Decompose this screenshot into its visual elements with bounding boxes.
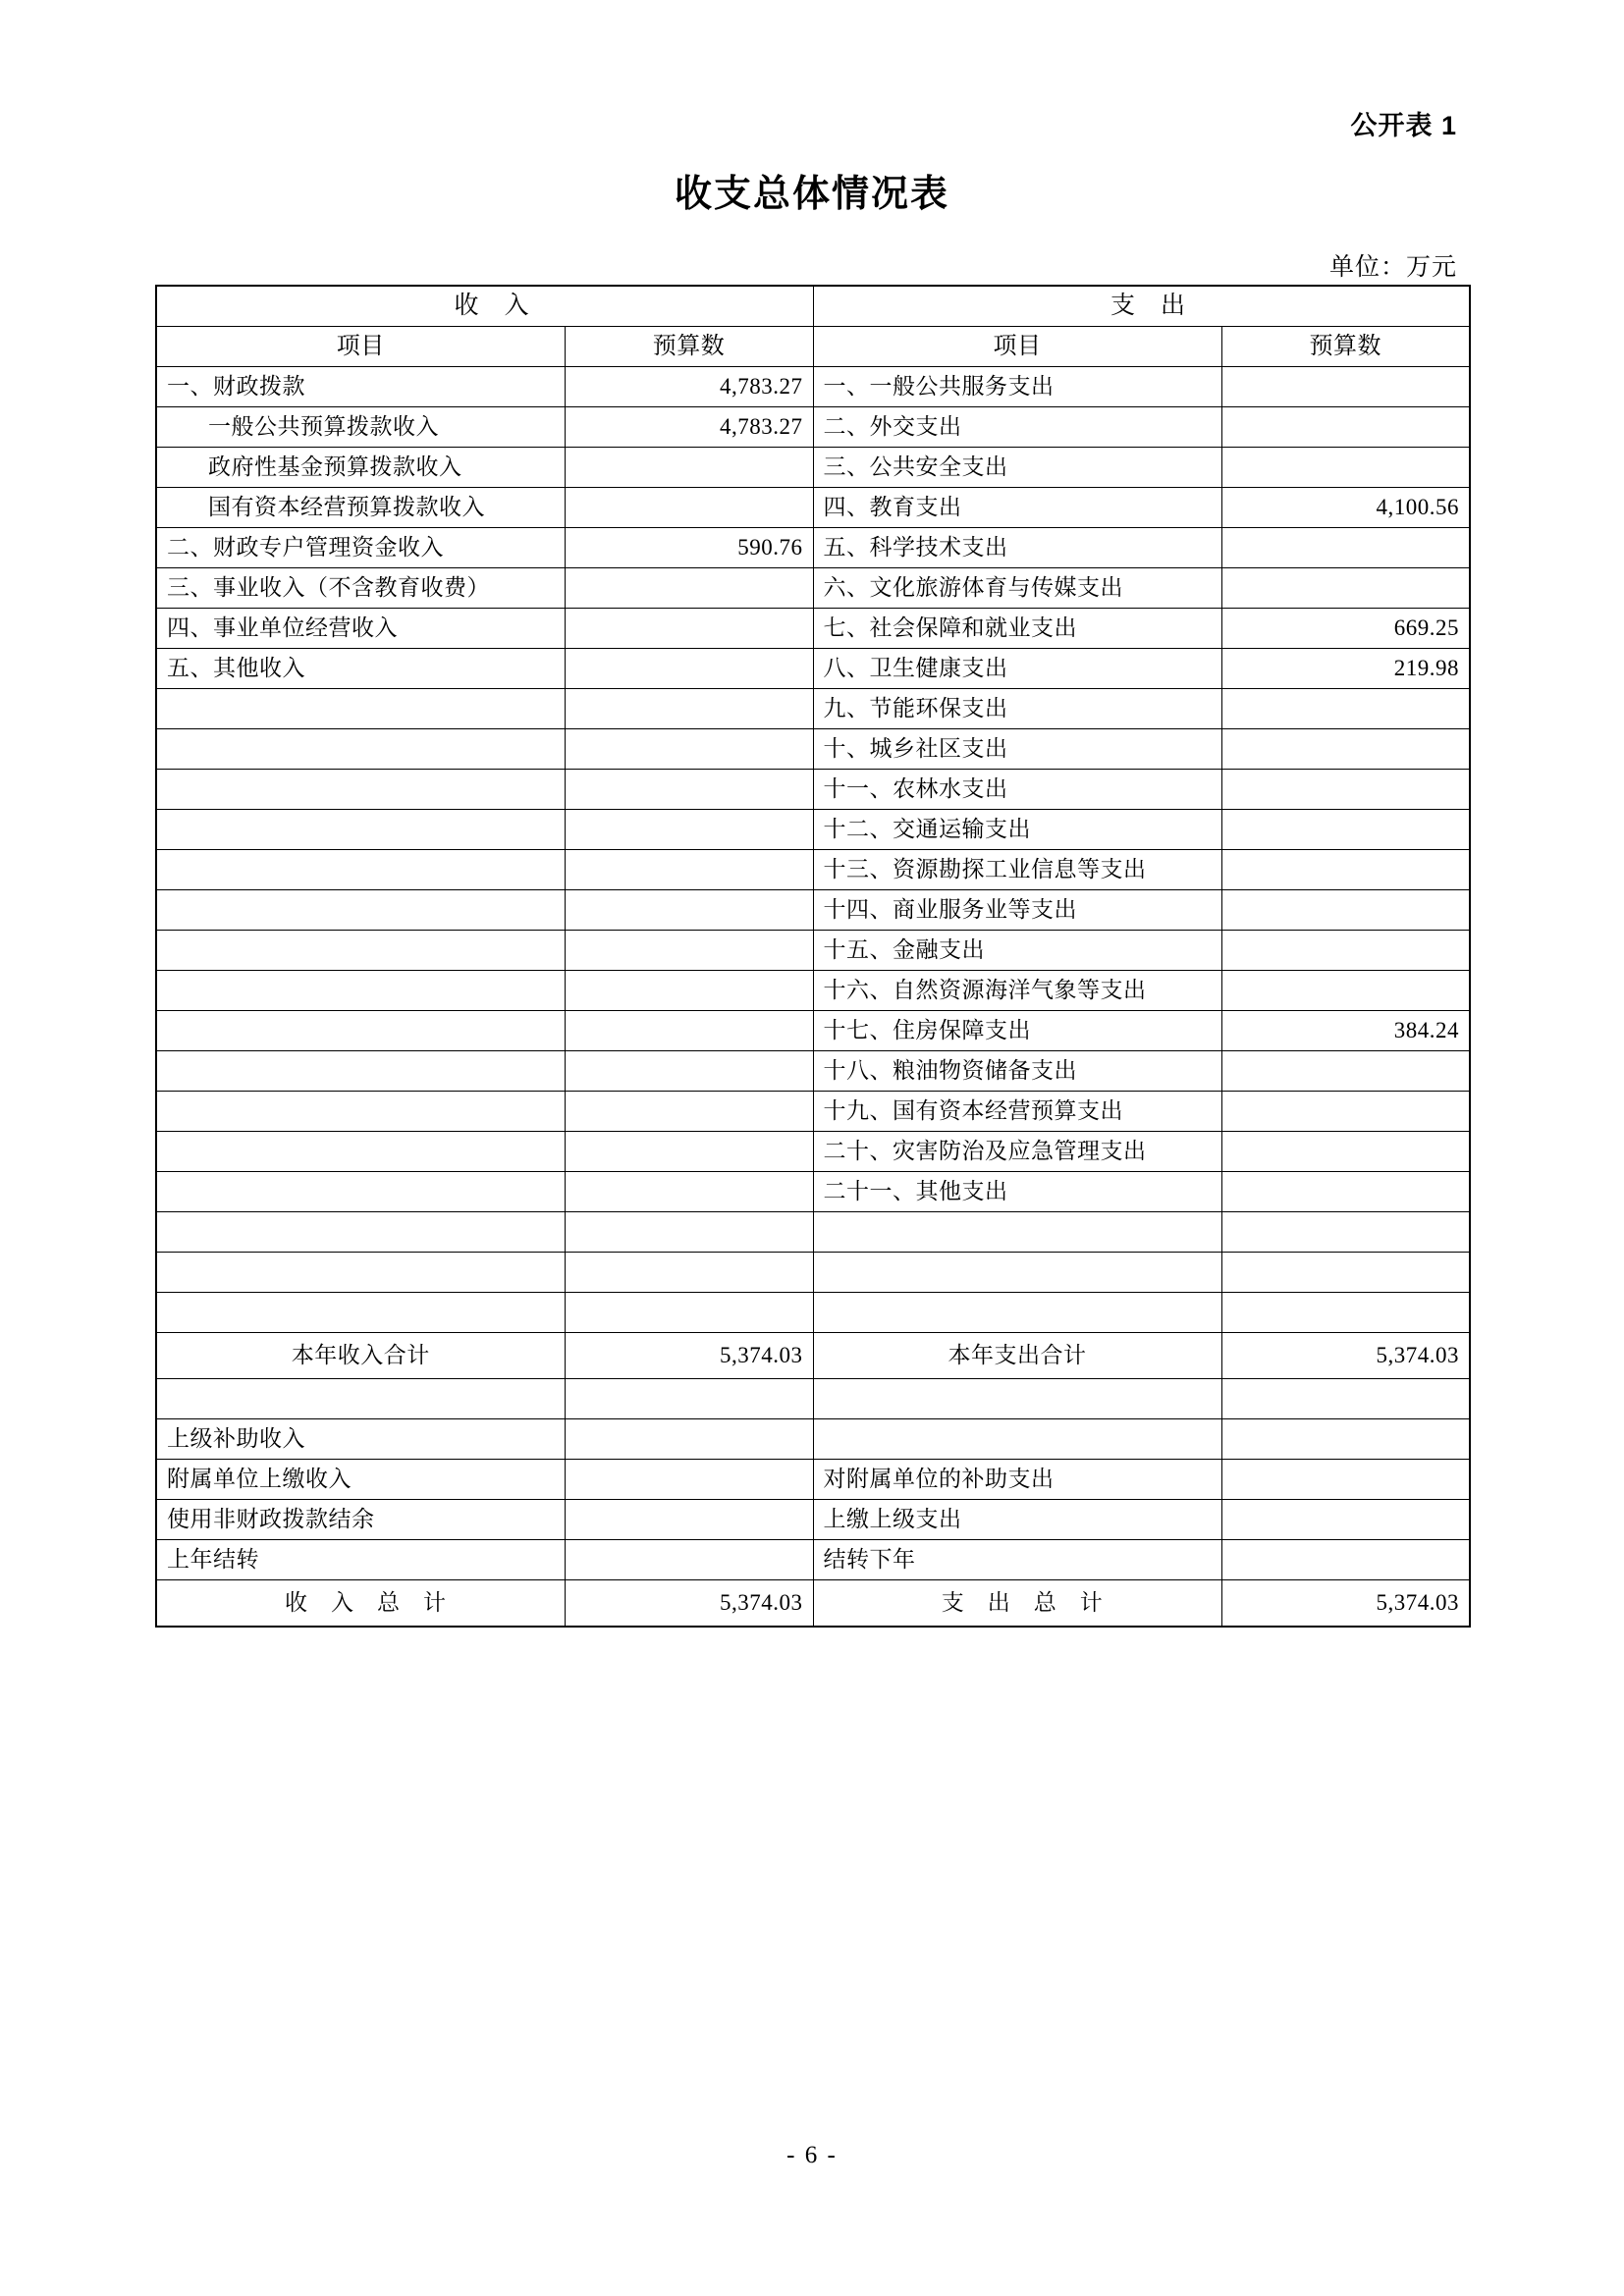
table-row [156,1500,1470,1540]
cell-income-item [156,1212,565,1253]
group-header-expenditure: 支 出 [813,286,1470,327]
cell-expenditure-budget [1221,890,1470,931]
cell-expenditure-item [813,1379,1221,1419]
table-row [156,1460,1470,1500]
table-row [156,1172,1470,1212]
table-row [156,810,1470,850]
cell-expenditure-item: 支 出 总 计 [813,1580,1221,1628]
cell-expenditure-item [813,1419,1221,1460]
table-row [156,1092,1470,1132]
cell-expenditure-item: 十九、国有资本经营预算支出 [813,1092,1221,1132]
cell-income-budget [565,931,813,971]
cell-income-budget [565,568,813,609]
table-row [156,448,1470,488]
unit-label: 单位：万元 [1328,254,1457,281]
cell-expenditure-budget: 384.24 [1221,1011,1470,1051]
table-row [156,528,1470,568]
cell-expenditure-item: 十二、交通运输支出 [813,810,1221,850]
cell-expenditure-item: 二、外交支出 [813,407,1221,448]
table-row [156,1011,1470,1051]
cell-expenditure-item: 上缴上级支出 [813,1500,1221,1540]
cell-income-item [156,971,565,1011]
column-header-expenditure-item: 项目 [813,327,1221,367]
column-header-expenditure-budget: 预算数 [1221,327,1470,367]
cell-income-item: 国有资本经营预算拨款收入 [156,488,565,528]
page-title: 收支总体情况表 [674,174,949,215]
cell-income-budget [565,810,813,850]
cell-income-item: 本年收入合计 [156,1333,565,1379]
cell-expenditure-budget [1221,1253,1470,1293]
budget-table-container [155,285,1469,1628]
cell-income-item [156,1172,565,1212]
cell-income-item [156,1051,565,1092]
cell-expenditure-item: 结转下年 [813,1540,1221,1580]
column-header-income-item: 项目 [156,327,565,367]
cell-expenditure-budget [1221,810,1470,850]
cell-expenditure-budget: 5,374.03 [1221,1333,1470,1379]
table-row [156,931,1470,971]
cell-expenditure-budget [1221,1293,1470,1333]
cell-expenditure-item [813,1253,1221,1293]
table-row [156,649,1470,689]
table-row [156,1212,1470,1253]
cell-expenditure-budget [1221,528,1470,568]
cell-expenditure-item: 十八、粮油物资储备支出 [813,1051,1221,1092]
cell-expenditure-item [813,1212,1221,1253]
cell-income-item [156,850,565,890]
table-row [156,568,1470,609]
cell-income-budget [565,1253,813,1293]
cell-income-budget [565,1460,813,1500]
table-row [156,1132,1470,1172]
cell-income-budget [565,689,813,729]
cell-expenditure-budget [1221,931,1470,971]
cell-expenditure-budget [1221,971,1470,1011]
table-row [156,890,1470,931]
cell-expenditure-item: 八、卫生健康支出 [813,649,1221,689]
cell-expenditure-budget [1221,407,1470,448]
cell-expenditure-item: 十五、金融支出 [813,931,1221,971]
cell-expenditure-budget [1221,1460,1470,1500]
cell-expenditure-budget [1221,729,1470,770]
cell-income-budget [565,850,813,890]
table-row [156,407,1470,448]
cell-expenditure-budget [1221,770,1470,810]
cell-expenditure-budget [1221,1212,1470,1253]
cell-income-item [156,890,565,931]
sheet-number-label: 公开表 1 [1350,111,1457,140]
cell-income-budget [565,1293,813,1333]
cell-income-budget [565,1379,813,1419]
group-header-income: 收 入 [156,286,813,327]
cell-income-item [156,770,565,810]
cell-expenditure-item: 六、文化旅游体育与传媒支出 [813,568,1221,609]
cell-income-budget: 5,374.03 [565,1580,813,1628]
table-row [156,729,1470,770]
cell-expenditure-item: 十七、住房保障支出 [813,1011,1221,1051]
cell-income-item [156,729,565,770]
cell-income-budget [565,1172,813,1212]
table-row [156,1293,1470,1333]
table-row [156,689,1470,729]
cell-expenditure-item: 三、公共安全支出 [813,448,1221,488]
table-row [156,850,1470,890]
cell-income-budget [565,1500,813,1540]
cell-income-item: 五、其他收入 [156,649,565,689]
cell-income-item: 三、事业收入（不含教育收费） [156,568,565,609]
cell-income-budget: 4,783.27 [565,367,813,407]
cell-income-item [156,810,565,850]
cell-expenditure-item: 十三、资源勘探工业信息等支出 [813,850,1221,890]
cell-income-budget [565,609,813,649]
cell-expenditure-budget [1221,367,1470,407]
cell-income-item: 一般公共预算拨款收入 [156,407,565,448]
grand-total-row [156,1580,1470,1628]
cell-expenditure-budget [1221,1132,1470,1172]
cell-income-budget [565,488,813,528]
cell-expenditure-budget [1221,850,1470,890]
cell-expenditure-item: 九、节能环保支出 [813,689,1221,729]
cell-expenditure-budget [1221,1500,1470,1540]
cell-expenditure-item: 一、一般公共服务支出 [813,367,1221,407]
table-row [156,1419,1470,1460]
cell-income-budget [565,1540,813,1580]
cell-income-budget [565,649,813,689]
cell-income-item: 附属单位上缴收入 [156,1460,565,1500]
cell-income-budget [565,1419,813,1460]
spacer-row [156,1379,1470,1419]
cell-income-item: 政府性基金预算拨款收入 [156,448,565,488]
cell-income-budget [565,1132,813,1172]
cell-expenditure-budget [1221,1172,1470,1212]
cell-income-item [156,1132,565,1172]
cell-expenditure-item: 对附属单位的补助支出 [813,1460,1221,1500]
cell-expenditure-budget: 5,374.03 [1221,1580,1470,1628]
cell-income-budget [565,1051,813,1092]
cell-expenditure-item: 十四、商业服务业等支出 [813,890,1221,931]
cell-income-budget [565,1092,813,1132]
cell-expenditure-budget: 669.25 [1221,609,1470,649]
cell-expenditure-budget [1221,1051,1470,1092]
cell-income-item: 收 入 总 计 [156,1580,565,1628]
budget-table [155,285,1471,1628]
cell-expenditure-item: 七、社会保障和就业支出 [813,609,1221,649]
cell-income-budget [565,890,813,931]
cell-expenditure-item: 十六、自然资源海洋气象等支出 [813,971,1221,1011]
budget-table-body [156,286,1470,1627]
cell-income-budget [565,770,813,810]
group-header-row [156,286,1470,327]
table-row [156,770,1470,810]
cell-expenditure-item: 十、城乡社区支出 [813,729,1221,770]
cell-income-budget [565,1011,813,1051]
cell-income-budget: 590.76 [565,528,813,568]
cell-income-item: 上年结转 [156,1540,565,1580]
cell-income-item: 四、事业单位经营收入 [156,609,565,649]
cell-expenditure-item: 四、教育支出 [813,488,1221,528]
cell-expenditure-item: 二十、灾害防治及应急管理支出 [813,1132,1221,1172]
cell-income-item: 上级补助收入 [156,1419,565,1460]
subtotal-row [156,1333,1470,1379]
cell-income-item: 二、财政专户管理资金收入 [156,528,565,568]
cell-income-budget: 4,783.27 [565,407,813,448]
cell-income-budget [565,448,813,488]
cell-expenditure-item: 本年支出合计 [813,1333,1221,1379]
cell-expenditure-budget [1221,568,1470,609]
cell-expenditure-budget [1221,448,1470,488]
cell-income-item [156,931,565,971]
cell-expenditure-item: 十一、农林水支出 [813,770,1221,810]
table-row [156,609,1470,649]
cell-expenditure-budget [1221,1379,1470,1419]
cell-income-budget [565,729,813,770]
cell-income-item: 一、财政拨款 [156,367,565,407]
table-row [156,367,1470,407]
cell-expenditure-budget: 219.98 [1221,649,1470,689]
column-header-row [156,327,1470,367]
page-number: - 6 - [786,2142,838,2168]
cell-income-item [156,689,565,729]
table-row [156,1253,1470,1293]
cell-expenditure-item: 五、科学技术支出 [813,528,1221,568]
table-row [156,488,1470,528]
cell-income-budget [565,971,813,1011]
cell-income-item [156,1011,565,1051]
table-row [156,971,1470,1011]
table-row [156,1051,1470,1092]
cell-expenditure-budget: 4,100.56 [1221,488,1470,528]
cell-income-item [156,1253,565,1293]
cell-income-item [156,1293,565,1333]
cell-expenditure-item: 二十一、其他支出 [813,1172,1221,1212]
cell-expenditure-item [813,1293,1221,1333]
cell-income-budget: 5,374.03 [565,1333,813,1379]
cell-income-item: 使用非财政拨款结余 [156,1500,565,1540]
cell-expenditure-budget [1221,1419,1470,1460]
cell-expenditure-budget [1221,1540,1470,1580]
cell-expenditure-budget [1221,689,1470,729]
cell-income-item [156,1379,565,1419]
column-header-income-budget: 预算数 [565,327,813,367]
cell-income-budget [565,1212,813,1253]
table-row [156,1540,1470,1580]
cell-expenditure-budget [1221,1092,1470,1132]
cell-income-item [156,1092,565,1132]
